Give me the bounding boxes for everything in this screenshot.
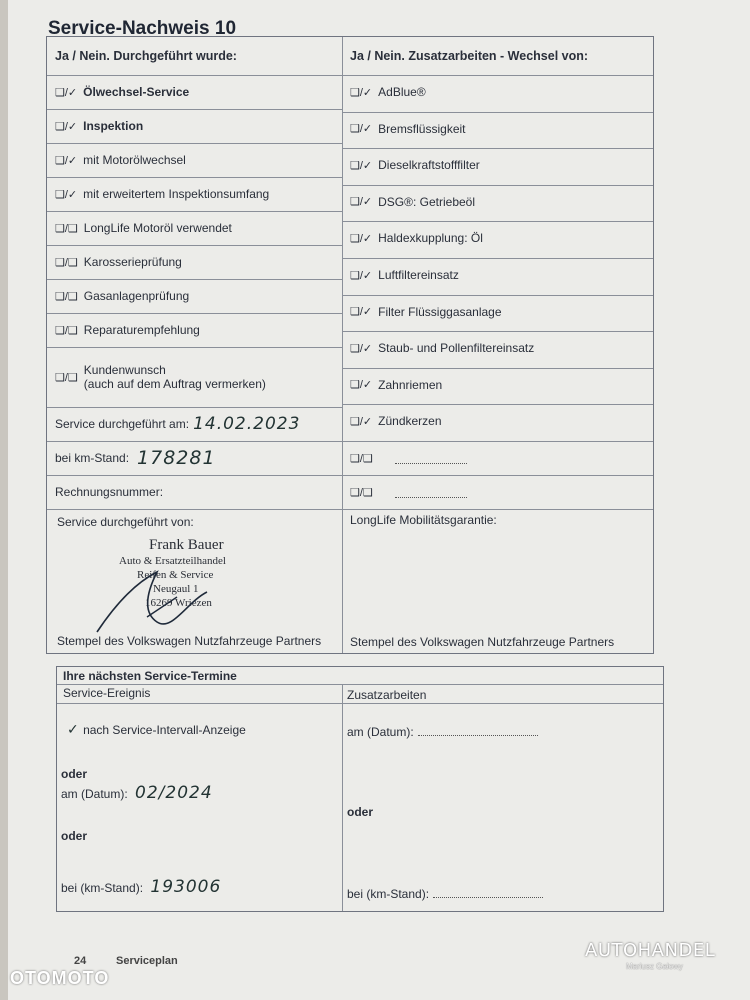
partner-stamp-label-right: Stempel des Volkswagen Nutzfahrzeuge Partners bbox=[350, 635, 615, 649]
checkbox-icon[interactable]: ❑/❑ bbox=[55, 256, 78, 269]
next-col1-header: Service-Ereignis bbox=[63, 686, 151, 700]
left-row bbox=[47, 177, 342, 211]
right-row-label: Zahnriemen bbox=[378, 377, 443, 392]
right-blank-row-2: ❑/❑ bbox=[342, 475, 653, 509]
right-column-header: Ja / Nein. Zusatzarbeiten - Wechsel von: bbox=[350, 49, 589, 63]
checkbox-icon[interactable]: ❑/✓ bbox=[350, 196, 373, 209]
left-row-label: Ölwechsel-Service bbox=[83, 85, 190, 99]
kundenwunsch-sub: (auch auf dem Auftrag vermerken) bbox=[83, 377, 266, 391]
checkbox-icon[interactable]: ❑/✓ bbox=[350, 232, 373, 245]
left-row bbox=[47, 109, 342, 143]
right-row bbox=[342, 148, 653, 182]
next-col2-header: Zusatzarbeiten bbox=[347, 688, 427, 702]
left-row-label: Kundenwunsch bbox=[83, 363, 166, 377]
performed-by-label: Service durchgeführt von: bbox=[57, 515, 194, 529]
right-row-label: Luftfiltereinsatz bbox=[378, 268, 459, 282]
left-row-label: LongLife Motoröl verwendet bbox=[83, 221, 232, 235]
check-icon: ✓ bbox=[67, 722, 80, 738]
stamp-line3: Neugaul 1 bbox=[153, 583, 199, 595]
right-row bbox=[342, 185, 653, 219]
km-label: bei km-Stand: bbox=[55, 451, 130, 465]
signature-icon bbox=[87, 562, 237, 642]
oder-3: oder bbox=[347, 805, 374, 819]
stamp-line4: 16269 Wriezen bbox=[145, 597, 212, 609]
right-row bbox=[342, 295, 653, 329]
service-date-value: 14.02.2023 bbox=[193, 414, 301, 434]
left-column-header: Ja / Nein. Durchgeführt wurde: bbox=[55, 49, 237, 63]
longlife-label: LongLife Mobilitätsgarantie: bbox=[350, 513, 497, 527]
left-row bbox=[47, 313, 342, 347]
dealer-subtitle: Mariusz Gałowy bbox=[626, 962, 683, 971]
left-row-label: mit Motorölwechsel bbox=[83, 153, 186, 167]
right-row-label: Zündkerzen bbox=[378, 414, 442, 429]
checkbox-icon[interactable]: ❑/❑ bbox=[55, 371, 78, 384]
checkbox-icon[interactable]: ❑/❑ bbox=[55, 324, 78, 337]
right-row-label: DSG®: Getriebeöl bbox=[378, 194, 476, 209]
checkbox-icon[interactable]: ❑/✓ bbox=[55, 188, 78, 201]
checkbox-icon[interactable]: ❑/✓ bbox=[350, 123, 373, 136]
interval-item bbox=[67, 722, 246, 738]
partner-stamp-label-left: Stempel des Volkswagen Nutzfahrzeuge Partners bbox=[57, 634, 322, 648]
right-row-label: Bremsflüssigkeit bbox=[378, 121, 466, 136]
checkbox-icon[interactable]: ❑/✓ bbox=[55, 120, 78, 133]
stamp-line1: Auto & Ersatzteilhandel bbox=[119, 555, 226, 567]
document-page bbox=[8, 0, 750, 1000]
left-row bbox=[47, 75, 342, 109]
next-km-value: 193006 bbox=[150, 877, 222, 897]
left-row-label: Reparaturempfehlung bbox=[83, 323, 200, 337]
right-row-label: Haldexkupplung: Öl bbox=[378, 231, 483, 246]
left-row bbox=[47, 211, 342, 245]
checkbox-icon[interactable]: ❑/✓ bbox=[55, 86, 78, 99]
next-km-left: bei (km-Stand): 193006 bbox=[61, 877, 222, 897]
left-row-label: Karosserieprüfung bbox=[83, 255, 182, 269]
checkbox-icon[interactable]: ❑/❑ bbox=[55, 290, 78, 303]
service-record-table bbox=[46, 36, 654, 654]
right-row bbox=[342, 368, 653, 402]
right-row bbox=[342, 75, 653, 109]
km-value: 178281 bbox=[137, 447, 216, 469]
footer-label: Serviceplan bbox=[116, 955, 178, 967]
checkbox-icon[interactable]: ❑/✓ bbox=[350, 159, 373, 172]
right-row bbox=[342, 331, 653, 365]
checkbox-icon[interactable]: ❑/✓ bbox=[350, 306, 373, 319]
right-blank-row-1: ❑/❑ bbox=[342, 441, 653, 475]
stamp-line2: Reifen & Service bbox=[137, 569, 214, 581]
next-km-right: bei (km-Stand): bbox=[347, 887, 543, 901]
oder-1: oder bbox=[61, 767, 88, 781]
km-row bbox=[47, 441, 342, 475]
footer-page-number: 24 bbox=[74, 955, 87, 967]
next-date-right: am (Datum): bbox=[347, 725, 538, 739]
otomoto-watermark: OTOMOTO bbox=[10, 968, 110, 988]
left-row-label: mit erweitertem Inspektionsumfang bbox=[83, 187, 270, 201]
left-row-label: Gasanlagenprüfung bbox=[83, 289, 190, 303]
checkbox-icon[interactable]: ❑/✓ bbox=[350, 269, 373, 282]
oder-2: oder bbox=[61, 829, 88, 843]
invoice-label: Rechnungsnummer: bbox=[55, 485, 164, 499]
service-date-row bbox=[47, 407, 342, 441]
left-row bbox=[47, 143, 342, 177]
next-date-value: 02/2024 bbox=[135, 783, 213, 803]
next-service-header: Ihre nächsten Service-Termine bbox=[63, 669, 237, 683]
right-row bbox=[342, 221, 653, 255]
right-row-label: AdBlue® bbox=[378, 85, 426, 99]
right-row-label: Filter Flüssiggasanlage bbox=[378, 304, 502, 319]
right-row-label: Staub- und Pollenfiltereinsatz bbox=[378, 341, 535, 356]
interval-label: nach Service-Intervall-Anzeige bbox=[83, 723, 246, 737]
left-row bbox=[47, 347, 342, 407]
left-row-label: Inspektion bbox=[83, 119, 144, 133]
checkbox-icon[interactable]: ❑/✓ bbox=[350, 342, 373, 355]
right-row-label: Dieselkraftstofffilter bbox=[378, 158, 480, 173]
right-row bbox=[342, 112, 653, 146]
left-row bbox=[47, 279, 342, 313]
stamp-name: Frank Bauer bbox=[149, 537, 224, 553]
right-row bbox=[342, 404, 653, 438]
checkbox-icon[interactable]: ❑/✓ bbox=[55, 154, 78, 167]
checkbox-icon[interactable]: ❑/✓ bbox=[350, 86, 373, 99]
left-row bbox=[47, 245, 342, 279]
next-date-left: am (Datum): 02/2024 bbox=[61, 783, 213, 803]
checkbox-icon[interactable]: ❑/✓ bbox=[350, 379, 373, 392]
page-title: Service-Nachweis 10 bbox=[48, 18, 237, 39]
dealer-logo: AUTOHANDEL bbox=[585, 940, 716, 961]
service-date-label: Service durchgeführt am: bbox=[55, 417, 190, 431]
checkbox-icon[interactable]: ❑/✓ bbox=[350, 415, 373, 428]
invoice-row bbox=[47, 475, 342, 509]
next-service-table bbox=[56, 666, 664, 912]
right-row bbox=[342, 258, 653, 292]
checkbox-icon[interactable]: ❑/❑ bbox=[55, 222, 78, 235]
